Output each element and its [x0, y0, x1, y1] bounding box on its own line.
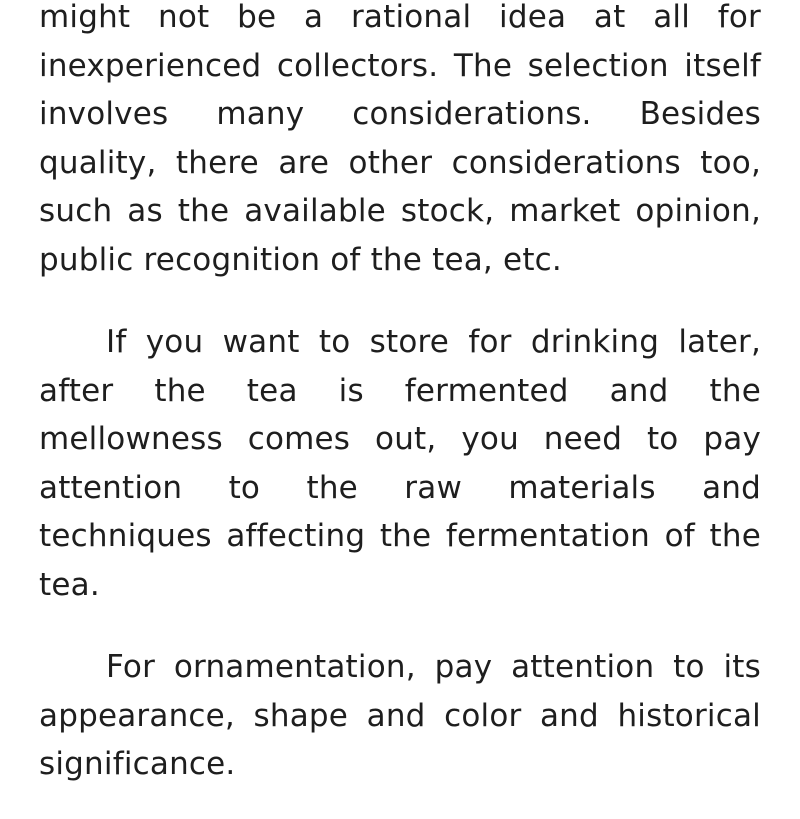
- article-body: [39, 0, 761, 789]
- paragraph-ornamentation: For ornamentation, pay attention to its appearance, shape and color and historical significance.: [39, 649, 761, 782]
- paragraph-collecting-considerations: might not be a rational idea at all for inexperienced collectors. The selection itself involves many considerations. Besides quality, there are other considerations too, such as the available stock, market opinion, public recognition of the tea, etc.: [39, 0, 761, 278]
- paragraph-storage-for-drinking: If you want to store for drinking later, after the tea is fermented and the mellowness comes out, you need to pay attention to the raw materials and techniques affecting the fermentation of the tea.: [39, 324, 761, 603]
